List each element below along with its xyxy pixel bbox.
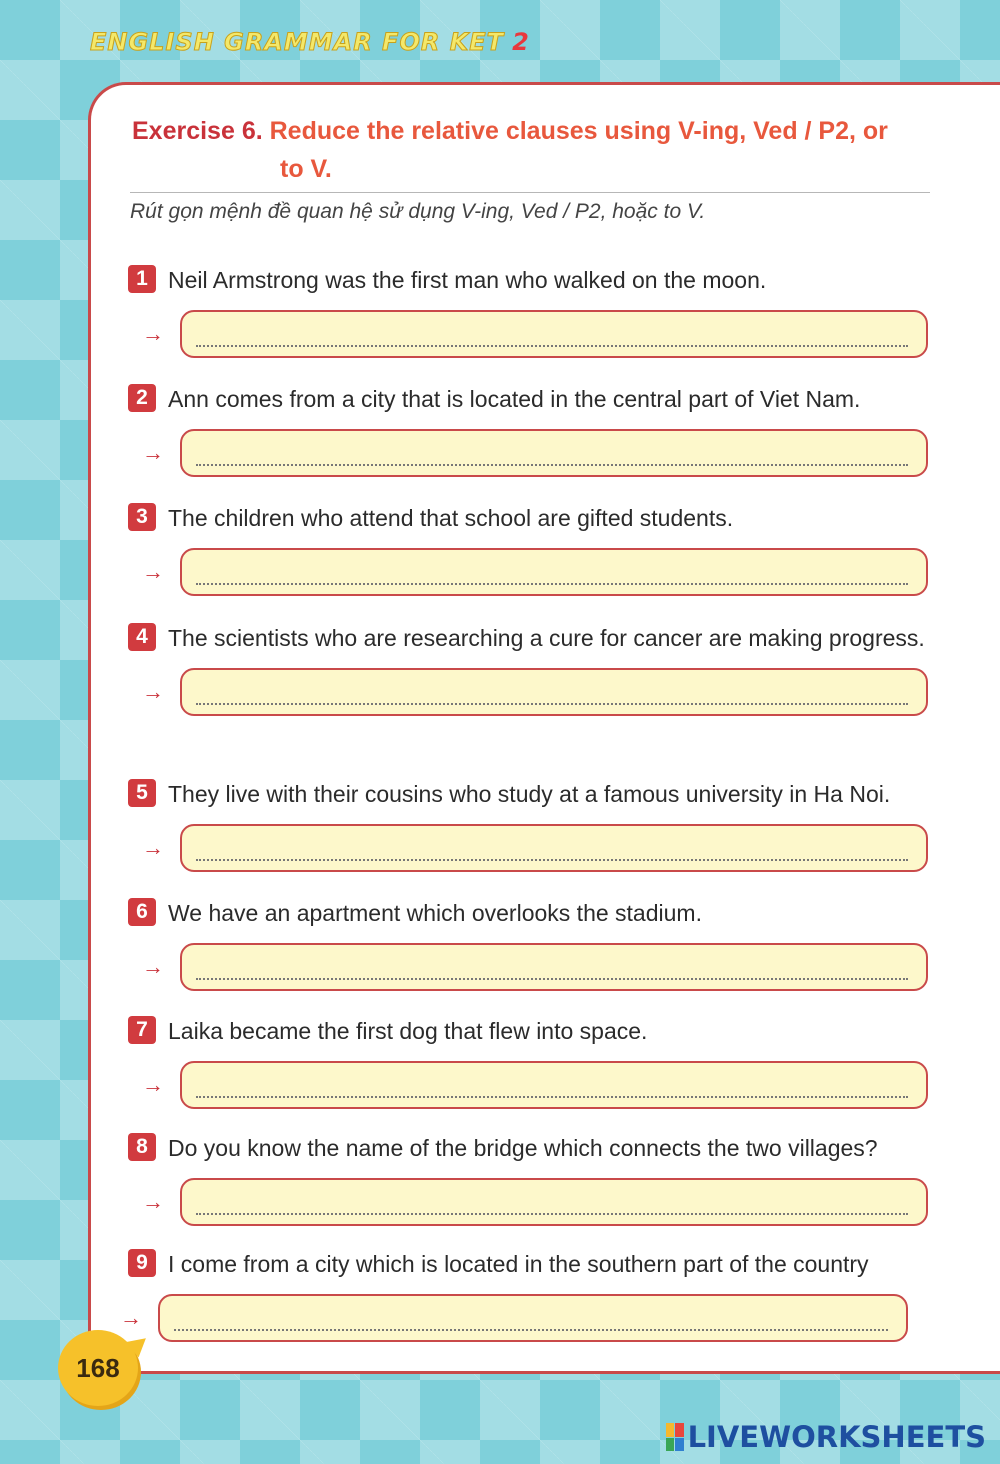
answer-row <box>128 824 928 876</box>
answer-dotted-line <box>196 464 908 466</box>
question-number-badge: 7 <box>128 1016 156 1044</box>
question-item <box>128 620 928 720</box>
answer-dotted-line <box>196 1096 908 1098</box>
question-text: I come from a city which is located in the southern part of the country <box>168 1251 869 1277</box>
answer-row <box>128 548 928 600</box>
book-number: 2 <box>512 28 530 56</box>
answer-dotted-line <box>196 583 908 585</box>
liveworksheets-logo-icon <box>666 1423 684 1451</box>
question-text: The scientists who are researching a cure for cancer are making progress. <box>168 625 925 651</box>
question-item <box>128 262 928 362</box>
answer-field[interactable] <box>180 429 928 477</box>
question-item <box>128 895 928 995</box>
liveworksheets-watermark <box>666 1420 986 1454</box>
question-text: Neil Armstrong was the first man who walked on the moon. <box>168 267 767 293</box>
arrow-icon: → <box>120 1305 142 1330</box>
answer-field[interactable] <box>158 1294 908 1342</box>
question-text: The children who attend that school are gifted students. <box>168 505 734 531</box>
question-item <box>128 500 928 600</box>
answer-field[interactable] <box>180 824 928 872</box>
book-title-text: ENGLISH GRAMMAR FOR KET <box>90 28 505 56</box>
question-number-badge: 1 <box>128 265 156 293</box>
question-item <box>128 1130 928 1230</box>
arrow-icon: → <box>142 679 164 704</box>
heading-divider <box>130 192 930 193</box>
question-number-badge: 5 <box>128 779 156 807</box>
arrow-icon: → <box>142 835 164 860</box>
answer-row <box>106 1294 908 1346</box>
question-text: Do you know the name of the bridge which connects the two villages? <box>168 1135 878 1161</box>
arrow-icon: → <box>142 1072 164 1097</box>
question-item <box>128 1013 928 1113</box>
question-number-badge: 6 <box>128 898 156 926</box>
answer-row <box>128 310 928 362</box>
answer-field[interactable] <box>180 1178 928 1226</box>
answer-dotted-line <box>196 703 908 705</box>
answer-row <box>128 1061 928 1113</box>
arrow-icon: → <box>142 440 164 465</box>
question-number-badge: 8 <box>128 1133 156 1161</box>
exercise-heading <box>132 112 932 188</box>
question-text: We have an apartment which overlooks the stadium. <box>168 900 702 926</box>
answer-field[interactable] <box>180 548 928 596</box>
answer-row <box>128 429 928 481</box>
question-text: Ann comes from a city that is located in the central part of Viet Nam. <box>168 386 861 412</box>
question-item <box>120 1246 928 1346</box>
exercise-label: Exercise 6. <box>132 117 263 145</box>
question-text: Laika became the first dog that flew into space. <box>168 1018 648 1044</box>
answer-dotted-line <box>196 978 908 980</box>
answer-row <box>128 1178 928 1230</box>
page-number: 168 <box>76 1353 120 1383</box>
answer-field[interactable] <box>180 1061 928 1109</box>
arrow-icon: → <box>142 559 164 584</box>
question-text: They live with their cousins who study at a famous university in Ha Noi. <box>168 781 891 807</box>
question-number-badge: 3 <box>128 503 156 531</box>
answer-row <box>128 668 928 720</box>
answer-field[interactable] <box>180 668 928 716</box>
answer-field[interactable] <box>180 310 928 358</box>
answer-dotted-line <box>174 1329 888 1331</box>
answer-dotted-line <box>196 1213 908 1215</box>
exercise-subtitle: Rút gọn mệnh đề quan hệ sử dụng V-ing, Ved / P2, hoặc to V. <box>130 200 706 223</box>
answer-row <box>128 943 928 995</box>
arrow-icon: → <box>142 954 164 979</box>
book-title <box>90 28 530 56</box>
answer-field[interactable] <box>180 943 928 991</box>
arrow-icon: → <box>142 321 164 346</box>
question-item <box>128 776 928 876</box>
question-number-badge: 4 <box>128 623 156 651</box>
question-number-badge: 9 <box>128 1249 156 1277</box>
watermark-text: LIVEWORKSHEETS <box>687 1420 986 1454</box>
page-number-badge <box>58 1330 138 1406</box>
exercise-title-line1: Reduce the relative clauses using V-ing, Ved / P2, or <box>269 117 888 145</box>
arrow-icon: → <box>142 1189 164 1214</box>
exercise-title-line2: to V. <box>280 155 332 183</box>
answer-dotted-line <box>196 345 908 347</box>
question-number-badge: 2 <box>128 384 156 412</box>
question-item <box>128 381 928 481</box>
answer-dotted-line <box>196 859 908 861</box>
